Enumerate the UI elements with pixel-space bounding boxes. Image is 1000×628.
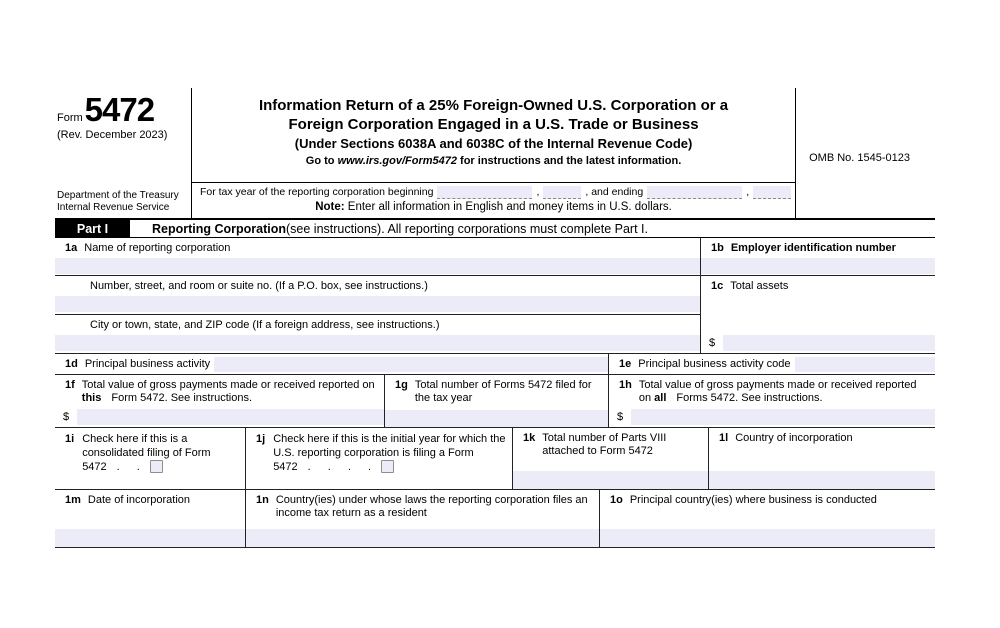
dot-leaders-1j: . . . . (307, 461, 373, 473)
name-of-reporting-corporation-input[interactable] (55, 258, 700, 274)
label-1a (55, 238, 700, 256)
agency-block (57, 190, 187, 216)
cell-1c (700, 276, 935, 353)
label-1f (55, 375, 384, 406)
label-1f-post: Form 5472. See instructions. (108, 392, 253, 404)
label-1f-bold: this (81, 392, 102, 404)
form-word: Form (57, 112, 83, 124)
row-1a-1b (55, 238, 935, 276)
dollar-sign-1h: $ (617, 411, 624, 423)
field-number-1i: 1i (65, 433, 75, 445)
label-1l (709, 428, 935, 446)
label-1m (55, 490, 245, 508)
tax-year-row (192, 183, 795, 201)
row-1i-1j-1k-1l (55, 428, 935, 490)
field-number-1m: 1m (65, 494, 81, 506)
cell-1e (608, 354, 935, 374)
tax-year-comma2: , (746, 186, 750, 198)
title-block (192, 88, 795, 183)
label-1f-pre: Total value of gross payments made or received reported on (81, 379, 375, 391)
tax-year-ending-year-field[interactable] (753, 186, 791, 199)
tax-year-beginning-date-field[interactable] (437, 186, 532, 199)
employer-identification-number-input[interactable] (701, 258, 935, 274)
form-title-line1: Information Return of a 25% Foreign-Owned U.S. Corporation or a (258, 97, 729, 114)
field-label-1f (82, 379, 380, 405)
agency-line2: Internal Revenue Service (57, 202, 170, 213)
cell-1a (55, 238, 700, 275)
label-1k (513, 428, 708, 459)
label-1h-pre: Total value of gross payments made or received reported on (638, 379, 917, 404)
field-number-1o: 1o (610, 494, 623, 506)
goto-line (192, 155, 795, 167)
field-number-1f: 1f (65, 379, 75, 391)
field-label-1l: Country of incorporation (735, 432, 853, 444)
street-address-input[interactable] (55, 296, 700, 312)
field-number-1g: 1g (395, 379, 408, 391)
revision-date: (Rev. December 2023) (57, 129, 168, 141)
field-label-1n: Country(ies) under whose laws the reporting corporation files an income tax return as a resident (275, 494, 588, 519)
cell-1f (55, 375, 384, 427)
part1-heading-title: Reporting Corporation (152, 221, 287, 236)
field-number-1k: 1k (523, 432, 536, 444)
tax-year-beginning-year-field[interactable] (543, 186, 581, 199)
field-number-1b: 1b (711, 242, 724, 254)
field-label-1e: Principal business activity code (638, 357, 791, 370)
form-number: 5472 (84, 91, 155, 128)
field-label-1b: Employer identification number (730, 242, 896, 254)
field-number-1c: 1c (711, 280, 724, 292)
field-label-city: City or town, state, and ZIP code (If a foreign address, see instructions.) (90, 318, 440, 331)
cell-address (55, 276, 700, 353)
country-of-incorporation-input[interactable] (709, 471, 935, 489)
field-number-1j: 1j (256, 433, 266, 445)
label-1i (55, 428, 245, 474)
goto-prefix: Go to (305, 155, 338, 167)
cell-1n (245, 490, 599, 547)
cell-1i (55, 428, 245, 489)
cell-1g (384, 375, 608, 427)
part1-heading (152, 220, 648, 237)
label-1g (385, 375, 608, 406)
field-label-1m: Date of incorporation (87, 494, 191, 506)
gross-payments-this-form-input[interactable] (77, 409, 384, 425)
city-state-zip-input[interactable] (55, 335, 700, 351)
field-number-1d: 1d (65, 357, 78, 370)
field-label-1o: Principal country(ies) where business is conducted (629, 494, 877, 506)
gross-payments-all-money-row (609, 409, 935, 425)
form-subtitle: (Under Sections 6038A and 6038C of the Internal Revenue Code) (294, 136, 693, 151)
parts-viii-attached-input[interactable] (513, 471, 708, 489)
field-number-1l: 1l (719, 432, 729, 444)
omb-number: OMB No. 1545-0123 (809, 152, 910, 164)
goto-suffix: for instructions and the latest information. (456, 155, 682, 167)
row-1m-1n-1o (55, 490, 935, 548)
date-of-incorporation-input[interactable] (55, 529, 245, 547)
label-1d (55, 358, 214, 371)
field-number-1n: 1n (256, 494, 269, 506)
principal-business-countries-input[interactable] (600, 529, 935, 547)
label-1j-text: Check here if this is the initial year for which the U.S. reporting corporation is filing a Form 5472 (273, 433, 506, 473)
omb-block (796, 88, 935, 218)
subrow-street (55, 276, 700, 315)
agency-line1: Department of the Treasury (57, 190, 179, 201)
label-1c (701, 276, 935, 294)
dollar-sign-1f: $ (63, 411, 70, 423)
cell-1h (608, 375, 935, 427)
label-1o (600, 490, 935, 508)
gross-payments-all-forms-input[interactable] (631, 409, 935, 425)
subrow-city (55, 315, 700, 354)
cell-1m (55, 490, 245, 547)
label-street (55, 276, 700, 294)
label-1i-text: Check here if this is a consolidated filing of Form 5472 (82, 433, 211, 473)
part1-heading-rest: (see instructions). All reporting corporations must complete Part I. (286, 221, 648, 236)
label-1b (701, 238, 935, 256)
cell-1d (55, 354, 608, 374)
number-of-forms-5472-input[interactable] (385, 410, 608, 427)
field-label-1c: Total assets (730, 280, 789, 292)
form-header (55, 88, 935, 218)
field-label-1d: Principal business activity (84, 357, 211, 370)
cell-1l (708, 428, 935, 489)
form-title-block (191, 88, 796, 218)
row-1f-1g-1h (55, 375, 935, 428)
dollar-sign-1c: $ (709, 337, 716, 349)
label-1n (246, 490, 599, 521)
tax-year-middle: , and ending (585, 186, 644, 198)
field-label-1g: Total number of Forms 5472 filed for the tax year (414, 379, 592, 404)
field-label-street: Number, street, and room or suite no. (If a P.O. box, see instructions.) (90, 280, 428, 292)
cell-1j (245, 428, 512, 489)
principal-business-activity-code-input[interactable] (795, 357, 936, 372)
consolidated-filing-checkbox[interactable] (150, 460, 163, 473)
part1-label: Part I (55, 220, 130, 237)
initial-year-filing-checkbox[interactable] (381, 460, 394, 473)
note-row (192, 201, 795, 217)
irs-url-link[interactable]: www.irs.gov/Form5472 (337, 155, 457, 167)
principal-business-activity-input[interactable] (214, 357, 608, 372)
label-1h-post: Forms 5472. See instructions. (673, 392, 823, 404)
note-text: Enter all information in English and money items in U.S. dollars. (344, 201, 672, 213)
cell-1k (512, 428, 708, 489)
form-id (57, 91, 187, 128)
cell-1o (599, 490, 935, 547)
total-assets-money-row (701, 335, 935, 351)
field-number-1a: 1a (65, 242, 78, 254)
field-label-1k: Total number of Parts VIII attached to Form 5472 (542, 432, 667, 457)
field-label-1a: Name of reporting corporation (84, 242, 231, 254)
dot-leaders-1i: . . (116, 461, 141, 473)
form-id-block (55, 88, 191, 218)
part1-bar (55, 218, 935, 238)
label-1j (246, 428, 512, 474)
form-5472 (55, 88, 935, 548)
label-1e (609, 358, 795, 371)
label-city (55, 315, 700, 333)
field-number-1e: 1e (619, 357, 632, 370)
resident-tax-return-countries-input[interactable] (246, 529, 599, 547)
field-label-1i (82, 432, 239, 474)
field-label-1j (273, 432, 506, 474)
label-1h-bold: all (654, 392, 667, 404)
label-1h (609, 375, 935, 406)
form-title-line2: Foreign Corporation Engaged in a U.S. Trade or Business (288, 116, 699, 133)
total-assets-input[interactable] (723, 335, 935, 351)
tax-year-ending-date-field[interactable] (647, 186, 742, 199)
field-number-1h: 1h (619, 379, 632, 391)
tax-year-comma1: , (536, 186, 540, 198)
tax-year-prefix: For tax year of the reporting corporation beginning (199, 186, 434, 198)
gross-payments-this-money-row (55, 409, 384, 425)
row-address-1c (55, 276, 935, 354)
field-label-1h (639, 379, 931, 405)
row-1d-1e (55, 354, 935, 375)
note-label: Note: (315, 201, 345, 213)
cell-1b (700, 238, 935, 275)
